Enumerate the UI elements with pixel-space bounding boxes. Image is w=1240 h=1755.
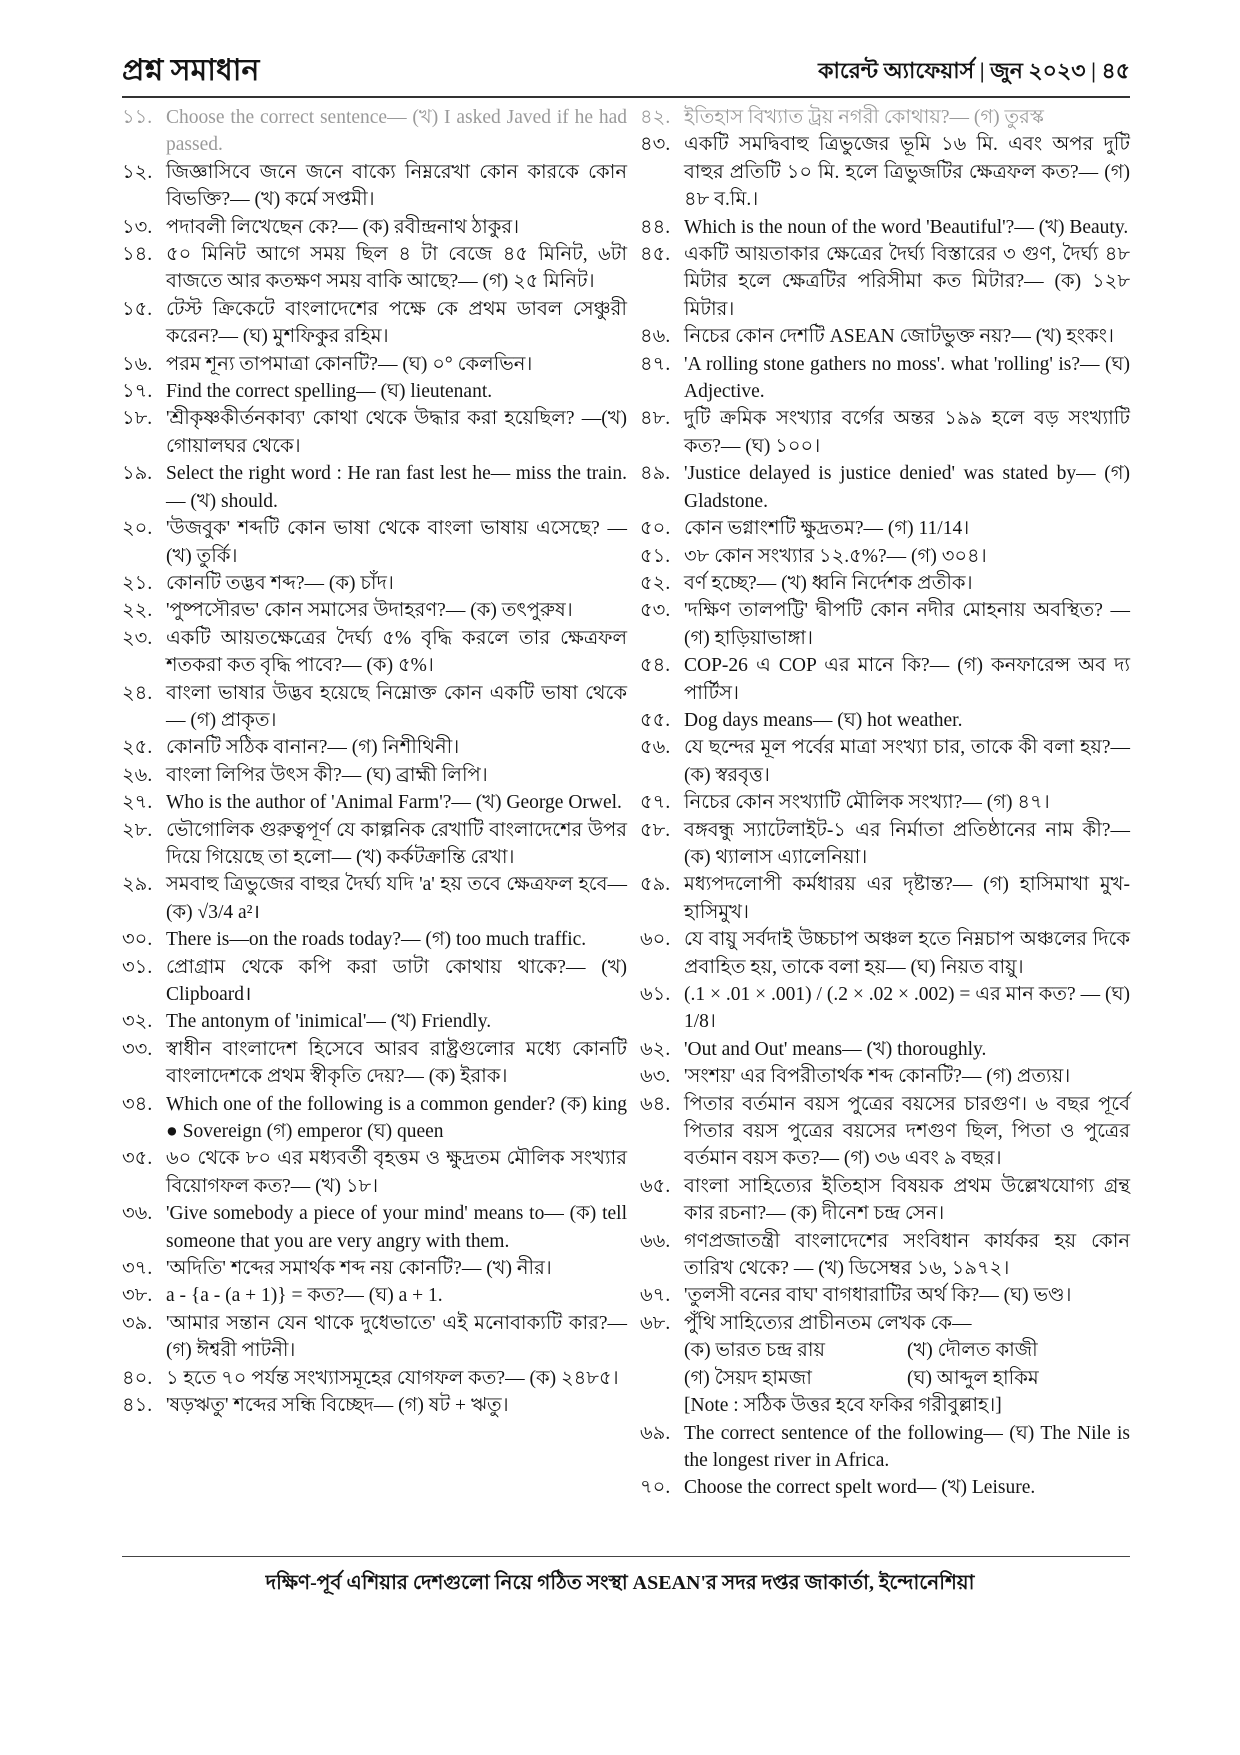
option: (গ) সৈয়দ হামজা [684, 1367, 812, 1389]
question-item [122, 954, 627, 1009]
question-text: The antonym of 'inimical'— (খ) Friendly. [166, 1011, 492, 1033]
question-item [122, 159, 627, 214]
question-text: প্রোগ্রাম থেকে কপি করা ডাটা কোথায় থাকে?— (খ) Clipboard। [166, 956, 627, 1005]
footer-fact: দক্ষিণ-পূর্ব এশিয়ার দেশগুলো নিয়ে গঠিত সংস্থা ASEAN'র সদর দপ্তর জাকার্তা, ইন্দোনেশিয়া [265, 1572, 975, 1594]
question-item [122, 351, 627, 378]
option: (ক) ভারত চন্দ্র রায় [684, 1340, 825, 1362]
question-number: ২৬. [122, 764, 153, 786]
question-item [640, 1091, 1130, 1173]
question-item [122, 762, 627, 789]
question-text: 'সংশয়' এর বিপরীতার্থক শব্দ কোনটি?— (গ) প্রত্যয়। [684, 1066, 1071, 1088]
question-text: 'তুলসী বনের বাঘ' বাগধারাটির অর্থ কি?— (ঘ) ভণ্ড। [684, 1285, 1072, 1307]
question-item [640, 570, 1130, 597]
question-number: ৫৫. [640, 709, 671, 731]
question-text: যে ছন্দের মূল পর্বের মাত্রা সংখ্যা চার, তাকে কী বলা হয়?— (ক) স্বরবৃত্ত। [684, 737, 1130, 786]
question-item [640, 734, 1130, 789]
question-number: ১২. [122, 161, 153, 183]
question-text: পরম শূন্য তাপমাত্রা কোনটি?— (ঘ) ০° কেলভিন। [166, 353, 533, 375]
question-item [640, 543, 1130, 570]
question-number: ২০. [122, 518, 153, 540]
question-text: গণপ্রজাতন্ত্রী বাংলাদেশের সংবিধান কার্যকর হয় কোন তারিখ থেকে? — (খ) ডিসেম্বর ১৬, ১৯৭২। [684, 1230, 1130, 1280]
question-number: ২৭. [122, 792, 153, 814]
question-number: ৬০. [640, 929, 671, 951]
question-item [122, 405, 627, 460]
question-text: সমবাহু ত্রিভুজের বাহুর দৈর্ঘ্য যদি 'a' হয় তবে ক্ষেত্রফল হবে— (ক) √3/4 a²। [166, 874, 627, 923]
question-text: Who is the author of 'Animal Farm'?— (খ) George Orwel. [166, 792, 622, 814]
question-text: (.1 × .01 × .001) / (.2 × .02 × .002) = এর মান কত? — (ঘ) 1/8। [684, 984, 1130, 1033]
question-number: ৬৮. [640, 1312, 671, 1334]
question-text: 'অদিতি' শব্দের সমার্থক শব্দ নয় কোনটি?— (খ) নীর। [166, 1258, 552, 1280]
question-text: নিচের কোন দেশটি ASEAN জোটভুক্ত নয়?— (খ) হংকং। [684, 326, 1115, 348]
question-number: ৪০. [122, 1367, 153, 1389]
question-number: ৫৬. [640, 737, 671, 759]
right-column [640, 104, 1130, 1502]
question-text: কোনটি সঠিক বানান?— (গ) নিশীথিনী। [166, 737, 460, 759]
question-number: ১৩. [122, 216, 153, 238]
question-number: ৩৯. [122, 1312, 153, 1334]
question-item [122, 680, 627, 735]
question-item [640, 1474, 1130, 1501]
question-text: ৫০ মিনিট আগে সময় ছিল ৪ টা বেজে ৪৫ মিনিট, ৬টা বাজতে আর কতক্ষণ সময় বাকি আছে?— (গ) ২৫ মিনিট। [166, 244, 627, 293]
question-item [122, 378, 627, 405]
question-number: ৬৪. [640, 1093, 671, 1115]
question-number: ৪৬. [640, 326, 671, 348]
question-text: ৬০ থেকে ৮০ এর মধ্যবর্তী বৃহত্তম ও ক্ষুদ্রতম মৌলিক সংখ্যার বিয়োগফল কত?— (খ) ১৮। [166, 1148, 627, 1197]
question-number: ১৮. [122, 408, 153, 430]
question-item [640, 707, 1130, 734]
question-number: ২১. [122, 572, 153, 594]
question-text: 'Give somebody a piece of your mind' means to— (ক) tell someone that you are very angry with them. [166, 1203, 627, 1252]
question-text: 'পুষ্পসৌরভ' কোন সমাসের উদাহরণ?— (ক) তৎপুরুষ। [166, 600, 573, 622]
question-text: Which is the noun of the word 'Beautiful'?— (খ) Beauty. [684, 216, 1129, 238]
question-number: ৫৮. [640, 819, 671, 841]
question-text: একটি আয়তক্ষেত্রের দৈর্ঘ্য ৫% বৃদ্ধি করলে তার ক্ষেত্রফল শতকরা কত বৃদ্ধি পাবে?— (ক) ৫%। [166, 627, 627, 677]
question-text: কোনটি তদ্ভব শব্দ?— (ক) চাঁদ। [166, 572, 394, 594]
question-number: ১১. [122, 107, 153, 128]
question-number: ৩৬. [122, 1203, 153, 1225]
question-item [640, 1310, 1130, 1420]
question-number: ৪৯. [640, 463, 671, 485]
question-text: নিচের কোন সংখ্যাটি মৌলিক সংখ্যা?— (গ) ৪৭। [684, 792, 1050, 814]
question-number: ১৪. [122, 244, 153, 266]
question-number: ৩৩. [122, 1038, 153, 1060]
question-number: ১৫. [122, 298, 153, 320]
question-text: 'A rolling stone gathers no moss'. what 'rolling' is?— (ঘ) Adjective. [684, 353, 1130, 403]
question-item [640, 1282, 1130, 1309]
question-item [122, 1392, 627, 1419]
question-text: বঙ্গবন্ধু স্যাটেলাইট-১ এর নির্মাতা প্রতিষ্ঠানের নাম কী?— (ক) থ্যালাস এ্যালেনিয়া। [684, 819, 1130, 868]
question-item [640, 515, 1130, 542]
question-item [122, 1255, 627, 1282]
question-number: ২৮. [122, 819, 153, 841]
question-item [122, 296, 627, 351]
question-item [122, 1200, 627, 1255]
question-number: ৩০. [122, 929, 153, 951]
question-number: ২৩. [122, 627, 153, 649]
question-item [640, 323, 1130, 350]
question-text: Find the correct spelling— (ঘ) lieutenant. [166, 381, 493, 403]
question-number: ১৯. [122, 463, 153, 485]
question-item [640, 351, 1130, 406]
question-text: 'আমার সন্তান যেন থাকে দুধেভাতে' এই মনোবাক্যটি কার?— (গ) ঈশ্বরী পাটনী। [166, 1312, 627, 1362]
question-text: Select the right word : He ran fast lest he— miss the train.— (খ) should. [166, 463, 627, 512]
question-item [122, 1365, 627, 1392]
question-text: টেস্ট ক্রিকেটে বাংলাদেশের পক্ষে কে প্রথম ডাবল সেঞ্চুরী করেন?— (ঘ) মুশফিকুর রহিম। [166, 298, 627, 348]
section-title: প্রশ্ন সমাধান [122, 54, 260, 87]
question-number: ৫৯. [640, 874, 671, 896]
question-text: ভৌগোলিক গুরুত্বপূর্ণ যে কাল্পনিক রেখাটি বাংলাদেশের উপর দিয়ে গিয়েছে তা হলো— (খ) কর্কটক্রান্তি রেখা। [166, 819, 627, 868]
question-number: ১৭. [122, 381, 153, 403]
question-item [122, 1310, 627, 1365]
question-text: পুঁথি সাহিত্যের প্রাচীনতম লেখক কে— [684, 1312, 972, 1334]
question-text: বর্ণ হচ্ছে?— (খ) ধ্বনি নির্দেশক প্রতীক। [684, 572, 973, 594]
question-item [122, 597, 627, 624]
question-text: বাংলা লিপির উৎস কী?— (ঘ) ব্রাহ্মী লিপি। [166, 764, 488, 786]
question-item [122, 241, 627, 296]
question-item [122, 1036, 627, 1091]
question-number: ২২. [122, 600, 153, 622]
question-number: ১৬. [122, 353, 153, 375]
footer-rule [122, 1556, 1130, 1557]
question-text: পিতার বর্তমান বয়স পুত্রের বয়সের চারগুণ। ৬ বছর পূর্বে পিতার বয়স পুত্রের বয়সের দশগুণ ছিল, পিতা ও পুত্রের বর্তমান বয়স কত?— (গ) ৩৬ এবং ৯ বছর। [684, 1093, 1130, 1170]
question-item [640, 241, 1130, 323]
question-text: বাংলা ভাষার উদ্ভব হয়েছে নিম্নোক্ত কোন একটি ভাষা থেকে— (গ) প্রাকৃত। [166, 682, 627, 731]
question-number: ৩৫. [122, 1148, 153, 1170]
question-item [122, 625, 627, 680]
question-number: ৬৯. [640, 1422, 671, 1444]
question-number: ৪১. [122, 1395, 153, 1417]
question-number: ৩৮. [122, 1285, 153, 1307]
question-item [122, 871, 627, 926]
question-number: ৬৩. [640, 1066, 671, 1088]
question-number: ৬১. [640, 984, 671, 1005]
question-text: একটি সমদ্বিবাহু ত্রিভুজের ভূমি ১৬ মি. এবং অপর দুটি বাহুর প্রতিটি ১০ মি. হলে ত্রিভুজটির ক্ষেত্রফল কত?— (গ) ৪৮ ব.মি.। [684, 134, 1130, 211]
question-number: ৫০. [640, 518, 671, 540]
question-item [640, 1420, 1130, 1475]
question-number: ২৯. [122, 874, 153, 896]
question-item [640, 405, 1130, 460]
question-text: Which one of the following is a common gender? (ক) king ● Sovereign (গ) emperor (ঘ) queen [166, 1093, 627, 1143]
question-number: ৬২. [640, 1038, 671, 1060]
question-number: ৬৫. [640, 1175, 671, 1197]
question-item [122, 104, 627, 159]
question-item [122, 1145, 627, 1200]
question-item [640, 926, 1130, 981]
question-number: ৬৬. [640, 1230, 671, 1252]
question-text: 'ষড়ঋতু' শব্দের সন্ধি বিচ্ছেদ— (গ) ষট + ঋতু। [166, 1395, 509, 1417]
question-text: যে বায়ু সর্বদাই উচ্চচাপ অঞ্চল হতে নিম্নচাপ অঞ্চলের দিকে প্রবাহিত হয়, তাকে বলা হয়— (ঘ) নিয়ত বায়ু। [684, 929, 1130, 978]
question-text: পদাবলী লিখেছেন কে?— (ক) রবীন্দ্রনাথ ঠাকুর। [166, 216, 520, 238]
question-number: ৬৭. [640, 1285, 671, 1307]
running-head: কারেন্ট অ্যাফেয়ার্স | জুন ২০২৩ | ৪৫ [818, 58, 1130, 83]
question-text: 'শ্রীকৃষ্ণকীর্তনকাব্য' কোথা থেকে উদ্ধার করা হয়েছিল? —(খ) গোয়ালঘর থেকে। [166, 408, 627, 457]
question-text: ৩৮ কোন সংখ্যার ১২.৫%?— (গ) ৩০৪। [684, 545, 987, 567]
question-text: 'দক্ষিণ তালপট্টি' দ্বীপটি কোন নদীর মোহনায় অবস্থিত? — (গ) হাড়িয়াভাঙ্গা। [684, 600, 1130, 649]
question-text: জিজ্ঞাসিবে জনে জনে বাক্যে নিম্নরেখা কোন কারকে কোন বিভক্তি?— (খ) কর্মে সপ্তমী। [166, 161, 627, 211]
question-number: ৩২. [122, 1011, 153, 1033]
question-number: ৩৭. [122, 1258, 153, 1280]
left-column [122, 104, 627, 1420]
question-item [640, 1228, 1130, 1283]
question-text: 'Out and Out' means— (খ) thoroughly. [684, 1038, 987, 1060]
question-number: ৪২. [640, 107, 671, 128]
question-number: ৫২. [640, 572, 671, 594]
question-number: ৫১. [640, 545, 671, 567]
question-text: a - {a - (a + 1)} = কত?— (ঘ) a + 1. [166, 1285, 443, 1307]
question-text: Dog days means— (ঘ) hot weather. [684, 709, 963, 731]
question-item [640, 981, 1130, 1036]
question-item [122, 789, 627, 816]
question-item [640, 789, 1130, 816]
question-text: The correct sentence of the following— (ঘ) The Nile is the longest river in Africa. [684, 1422, 1130, 1471]
question-item [640, 131, 1130, 213]
note: [Note : সঠিক উত্তর হবে ফকির গরীবুল্লাহ।] [684, 1395, 1002, 1417]
question-item [640, 652, 1130, 707]
question-number: ৫৭. [640, 792, 671, 814]
question-number: ৫৩. [640, 600, 671, 622]
question-item [640, 214, 1130, 241]
question-item [640, 104, 1130, 131]
question-number: ৫৪. [640, 655, 671, 677]
question-text: ১ হতে ৭০ পর্যন্ত সংখ্যাসমূহের যোগফল কত?— (ক) ২৪৮৫। [166, 1367, 619, 1389]
question-text: স্বাধীন বাংলাদেশ হিসেবে আরব রাষ্ট্রগুলোর মধ্যে কোনটি বাংলাদেশকে প্রথম স্বীকৃতি দেয়?— (ক) ইরাক। [166, 1038, 627, 1088]
question-item [640, 597, 1130, 652]
question-number: ৭০. [640, 1477, 671, 1499]
question-text: দুটি ক্রমিক সংখ্যার বর্গের অন্তর ১৯৯ হলে বড় সংখ্যাটি কত?— (ঘ) ১০০। [684, 408, 1130, 457]
question-number: ৪৭. [640, 353, 671, 375]
question-item [122, 1282, 627, 1309]
question-item [122, 515, 627, 570]
question-item [640, 460, 1130, 515]
question-text: বাংলা সাহিত্যের ইতিহাস বিষয়ক প্রথম উল্লেখযোগ্য গ্রন্থ কার রচনা?— (ক) দীনেশ চন্দ্র সেন। [684, 1175, 1130, 1225]
option: (ঘ) আব্দুল হাকিম [907, 1367, 1039, 1389]
question-text: There is—on the roads today?— (গ) too much traffic. [166, 929, 587, 951]
question-number: ২৪. [122, 682, 153, 704]
question-text: 'উজবুক' শব্দটি কোন ভাষা থেকে বাংলা ভাষায় এসেছে? —(খ) তুর্কি। [166, 518, 627, 567]
question-item [122, 734, 627, 761]
question-text: কোন ভগ্নাংশটি ক্ষুদ্রতম?— (গ) 11/14। [684, 518, 970, 540]
header-rule [122, 96, 1130, 98]
question-text: Choose the correct sentence— (খ) I asked Javed if he had passed. [166, 107, 627, 156]
question-item [640, 1063, 1130, 1090]
question-text: ইতিহাস বিখ্যাত ট্রয় নগরী কোথায়?— (গ) তুরস্ক [684, 107, 1044, 128]
question-item [122, 460, 627, 515]
question-number: ৪৫. [640, 244, 671, 266]
question-text: মধ্যপদলোপী কর্মধারয় এর দৃষ্টান্ত?— (গ) হাসিমাখা মুখ-হাসিমুখ। [684, 874, 1130, 923]
question-number: ৩১. [122, 956, 153, 978]
question-item [640, 1036, 1130, 1063]
question-item [640, 817, 1130, 872]
question-item [640, 1173, 1130, 1228]
question-item [122, 214, 627, 241]
question-item [122, 1008, 627, 1035]
question-text: 'Justice delayed is justice denied' was stated by— (গ) Gladstone. [684, 463, 1130, 512]
option: (খ) দৌলত কাজী [907, 1340, 1038, 1362]
question-item [122, 817, 627, 872]
question-item [640, 871, 1130, 926]
question-number: ৩৪. [122, 1093, 153, 1115]
question-item [122, 926, 627, 953]
question-item [122, 1091, 627, 1146]
question-text: একটি আয়তাকার ক্ষেত্রের দৈর্ঘ্য বিস্তারের ৩ গুণ, দৈর্ঘ্য ৪৮ মিটার হলে ক্ষেত্রটির পরিসীমা কত মিটার?— (ক) ১২৮ মিটার। [684, 244, 1130, 320]
question-number: ৪৪. [640, 216, 671, 238]
question-number: ৪৮. [640, 408, 671, 430]
question-item [122, 570, 627, 597]
question-number: ৪৩. [640, 134, 671, 156]
question-number: ২৫. [122, 737, 153, 759]
question-text: COP-26 এ COP এর মানে কি?— (গ) কনফারেন্স অব দ্য পার্টিস। [684, 655, 1130, 704]
question-text: Choose the correct spelt word— (খ) Leisure. [684, 1477, 1036, 1499]
